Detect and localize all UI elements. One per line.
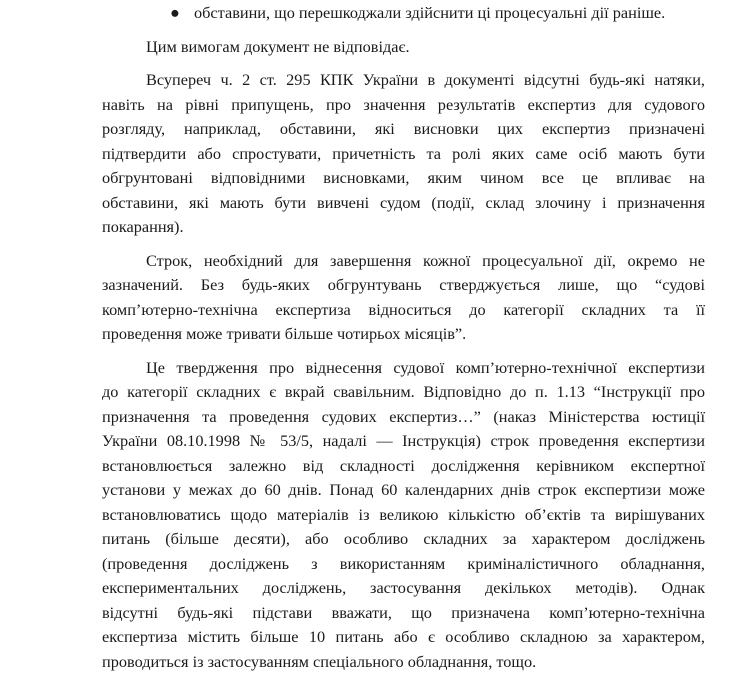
text-line: призначення та проведення судових експертиз…” (наказ Міністерства юстиції: [102, 406, 705, 426]
bullet-item: [102, 1, 705, 25]
text-line: України 08.10.1998 № 53/5, надалі — Інструкція) строк проведення експертизи: [102, 431, 705, 450]
paragraph-article-295: [102, 68, 705, 240]
text-line: відсутні будь-які підстави вважати, що призначена комп’ютерно-технічна: [102, 602, 705, 622]
text-line: проведення може тривати більше чотирьох місяців”.: [102, 324, 467, 343]
text-line: (проведення досліджень з використанням криміналістичного обладнання,: [102, 553, 705, 573]
text-line: зазначений. Без будь-яких обгрунтувань стверджується лише, що “судові: [102, 275, 705, 294]
bullet-dot-icon: ●: [170, 3, 180, 22]
text-line: розгляду, наприклад, обставини, які висновки цих експертиз призначені: [102, 119, 705, 138]
text-line: установи у межах до 60 днів. Понад 60 календарних днів строк експертизи може: [102, 480, 705, 499]
text-line: навіть на рівні припущень, про значення результатів експертиз для судового: [102, 94, 705, 114]
paragraph-term: [102, 249, 705, 347]
text-line: експертиза містить більше 10 питань або є особливо складною за характером,: [102, 627, 705, 646]
paragraph-expertise: [102, 356, 705, 675]
text-line: проводиться із застосуванням спеціального обладнання, тощо.: [102, 651, 537, 671]
text-line: Всупереч ч. 2 ст. 295 КПК України в документі відсутні будь-які натяки,: [146, 70, 705, 89]
text-line: встановлюватись щодо матеріалів із великою кількістю об’єктів та вирішуваних: [102, 504, 705, 524]
text-line: покарання).: [102, 217, 184, 236]
text-line: питань (більше десяти), або особливо складних за характером досліджень: [102, 529, 705, 548]
text-line: встановлюється залежно від складності дослідження керівником експертної: [102, 455, 705, 475]
text-line: комп’ютерно-технічна експертиза відноситься до категорії складних та її: [102, 299, 705, 319]
bullet-text: обставини, що перешкоджали здійснити ці процесуальні дії раніше.: [194, 3, 666, 22]
text-line: Це твердження про віднесення судової комп’ютерно-технічної експертизи: [146, 357, 705, 377]
text-line: обставини, які мають бути вивчені судом (події, склад злочину і призначення: [102, 192, 705, 212]
text-line: Строк, необхідний для завершення кожної процесуальної дії, окремо не: [146, 250, 705, 270]
document-page: [102, 0, 705, 674]
text-line: до категорії складних є вкрай свавільним. Відповідно до п. 1.13 “Інструкції про: [102, 382, 705, 401]
text-line: підтвердити або спростувати, причетність та ролі яких саме осіб мають бути: [102, 143, 705, 163]
text-line: експериментальних досліджень, застосування декількох методів). Однак: [102, 578, 705, 597]
statement-line: Цим вимогам документ не відповідає.: [146, 37, 410, 56]
text-line: обгрунтовані відповідними висновками, яким чином все це впливає на: [102, 168, 705, 187]
